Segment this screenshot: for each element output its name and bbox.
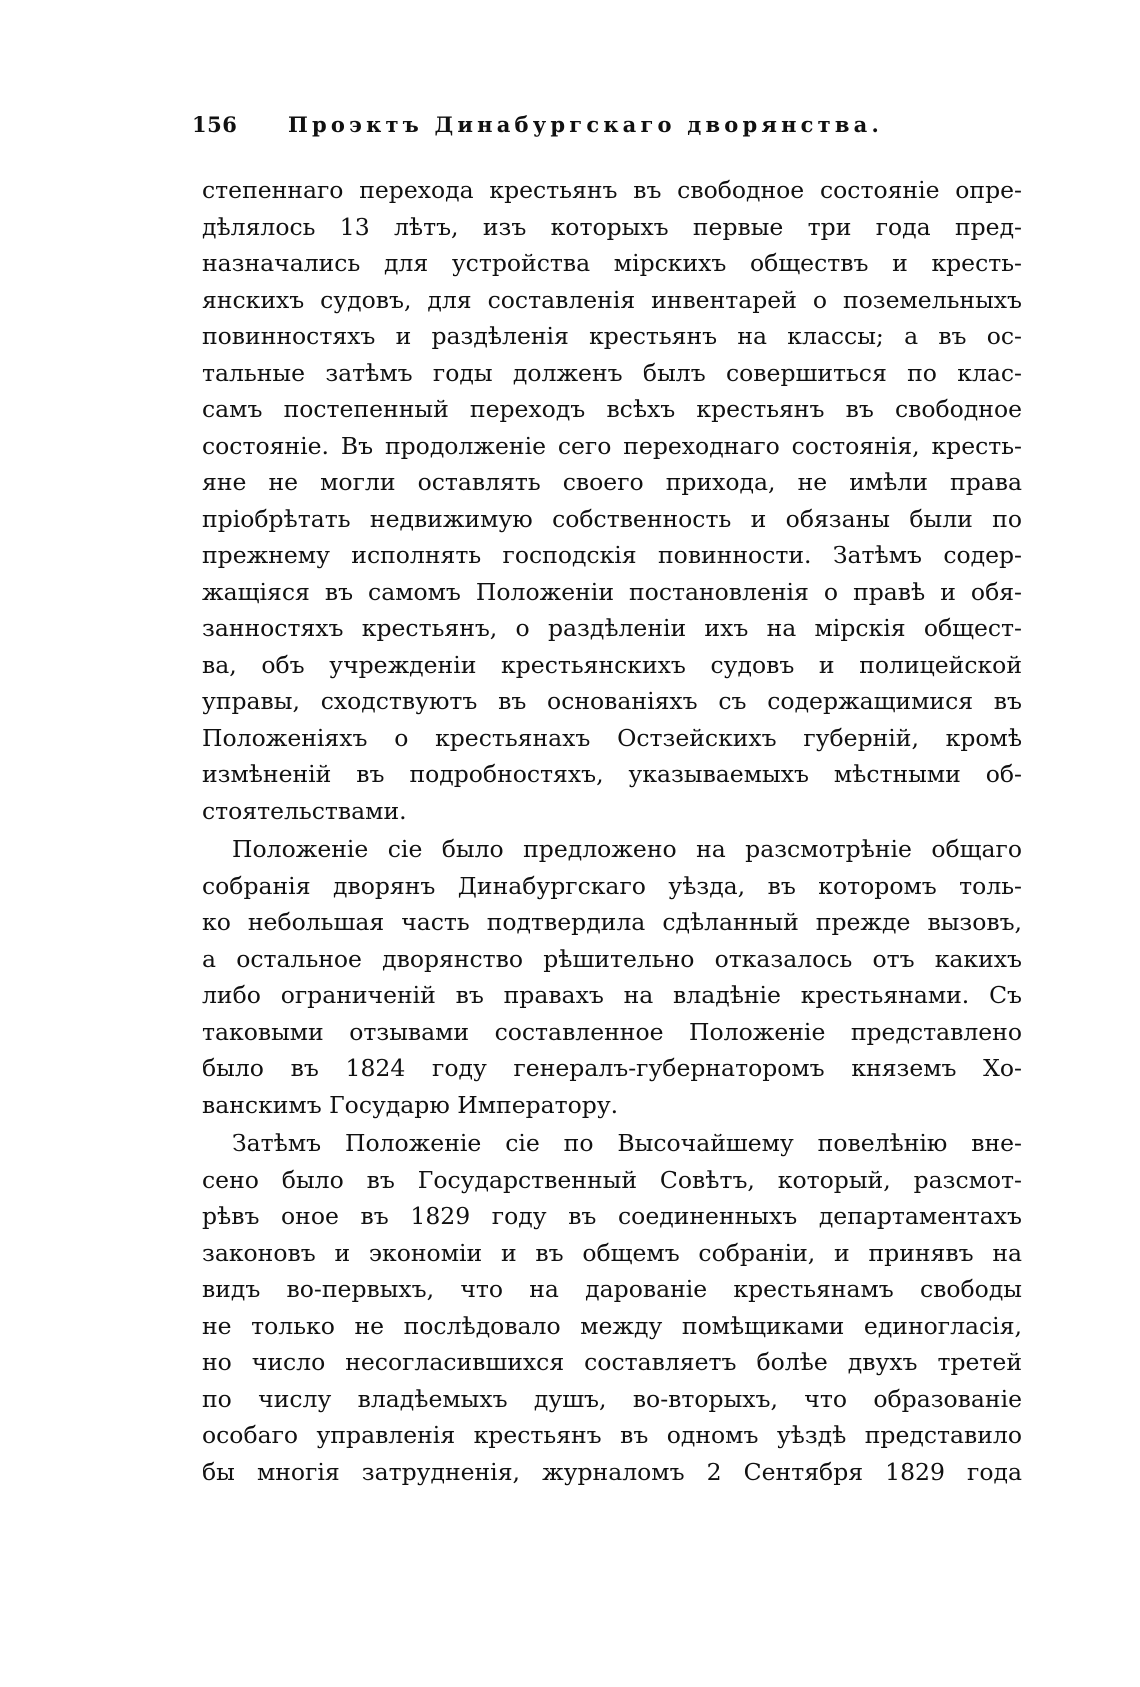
page-number: 156	[192, 112, 238, 137]
text-line: стоятельствами.	[202, 796, 407, 825]
text-line: но число несогласившихся составляетъ болѣе двухъ третей	[202, 1348, 1022, 1376]
text-line: бы многія затрудненія, журналомъ 2 Сентября 1829 года	[202, 1457, 1022, 1486]
text-line: назначались для устройства мірскихъ обществъ и кресть-	[202, 249, 1022, 277]
text-line: по числу владѣемыхъ душъ, во-вторыхъ, что образованіе	[202, 1384, 1022, 1413]
text-line: сено было въ Государственный Совѣтъ, который, разсмот-	[202, 1165, 1022, 1194]
text-line: прежнему исполнять господскія повинности. Затѣмъ содер-	[202, 541, 1022, 569]
text-line: а остальное дворянство рѣшительно отказалось отъ какихъ	[202, 944, 1022, 973]
text-line: рѣвъ оное въ 1829 году въ соединенныхъ департаментахъ	[202, 1202, 1022, 1230]
text-line: самъ постепенный переходъ всѣхъ крестьянъ въ свободное	[202, 395, 1022, 423]
text-line: занностяхъ крестьянъ, о раздѣленіи ихъ на мірскія общест-	[202, 614, 1022, 642]
text-line: янскихъ судовъ, для составленія инвентарей о поземельныхъ	[202, 285, 1022, 314]
text-line: Затѣмъ Положеніе сіе по Высочайшему повелѣнію вне-	[232, 1129, 1022, 1157]
text-line: степеннаго перехода крестьянъ въ свободное состояніе опре-	[202, 176, 1022, 204]
text-line: дѣлялось 13 лѣтъ, изъ которыхъ первые три года пред-	[202, 212, 1022, 241]
text-line: Положеніе сіе было предложено на разсмотрѣніе общаго	[232, 835, 1022, 863]
text-line: не только не послѣдовало между помѣщиками единогласія,	[202, 1311, 1022, 1340]
text-line: законовъ и экономіи и въ общемъ собраніи, и принявъ на	[202, 1238, 1022, 1267]
text-line: ва, объ учрежденіи крестьянскихъ судовъ и полицейской	[202, 650, 1022, 679]
text-line: видъ во-первыхъ, что на дарованіе крестьянамъ свободы	[202, 1275, 1022, 1303]
text-line: ко небольшая часть подтвердила сдѣланный прежде вызовъ,	[202, 908, 1022, 936]
text-line: особаго управленія крестьянъ въ одномъ уѣздѣ представило	[202, 1421, 1022, 1449]
text-line: яне не могли оставлять своего прихода, не имѣли права	[202, 468, 1022, 496]
text-line: состояніе. Въ продолженіе сего переходнаго состоянія, кресть-	[202, 431, 1022, 460]
text-line: ванскимъ Государю Императору.	[202, 1090, 619, 1119]
running-title: Проэктъ Динабургскаго дворянства.	[288, 112, 883, 137]
text-line: повинностяхъ и раздѣленія крестьянъ на классы; а въ ос-	[202, 322, 1022, 350]
running-head	[192, 112, 1022, 142]
text-line: пріобрѣтать недвижимую собственность и обязаны были по	[202, 504, 1022, 533]
text-line: измѣненій въ подробностяхъ, указываемыхъ мѣстными об-	[202, 760, 1022, 788]
text-line: либо ограниченій въ правахъ на владѣніе крестьянами. Съ	[202, 981, 1022, 1009]
text-line: тальные затѣмъ годы долженъ былъ совершиться по клас-	[202, 358, 1022, 387]
text-line: было въ 1824 году генералъ-губернаторомъ княземъ Хо-	[202, 1054, 1022, 1082]
text-line: Положеніяхъ о крестьянахъ Остзейскихъ губерній, кромѣ	[202, 723, 1022, 752]
text-line: управы, сходствуютъ въ основаніяхъ съ содержащимися въ	[202, 687, 1022, 715]
text-line: жащіяся въ самомъ Положеніи постановленія о правѣ и обя-	[202, 577, 1022, 606]
text-line: собранія дворянъ Динабургскаго уѣзда, въ которомъ толь-	[202, 871, 1022, 900]
body-text	[202, 172, 1022, 1490]
text-line: таковыми отзывами составленное Положеніе представлено	[202, 1017, 1022, 1046]
